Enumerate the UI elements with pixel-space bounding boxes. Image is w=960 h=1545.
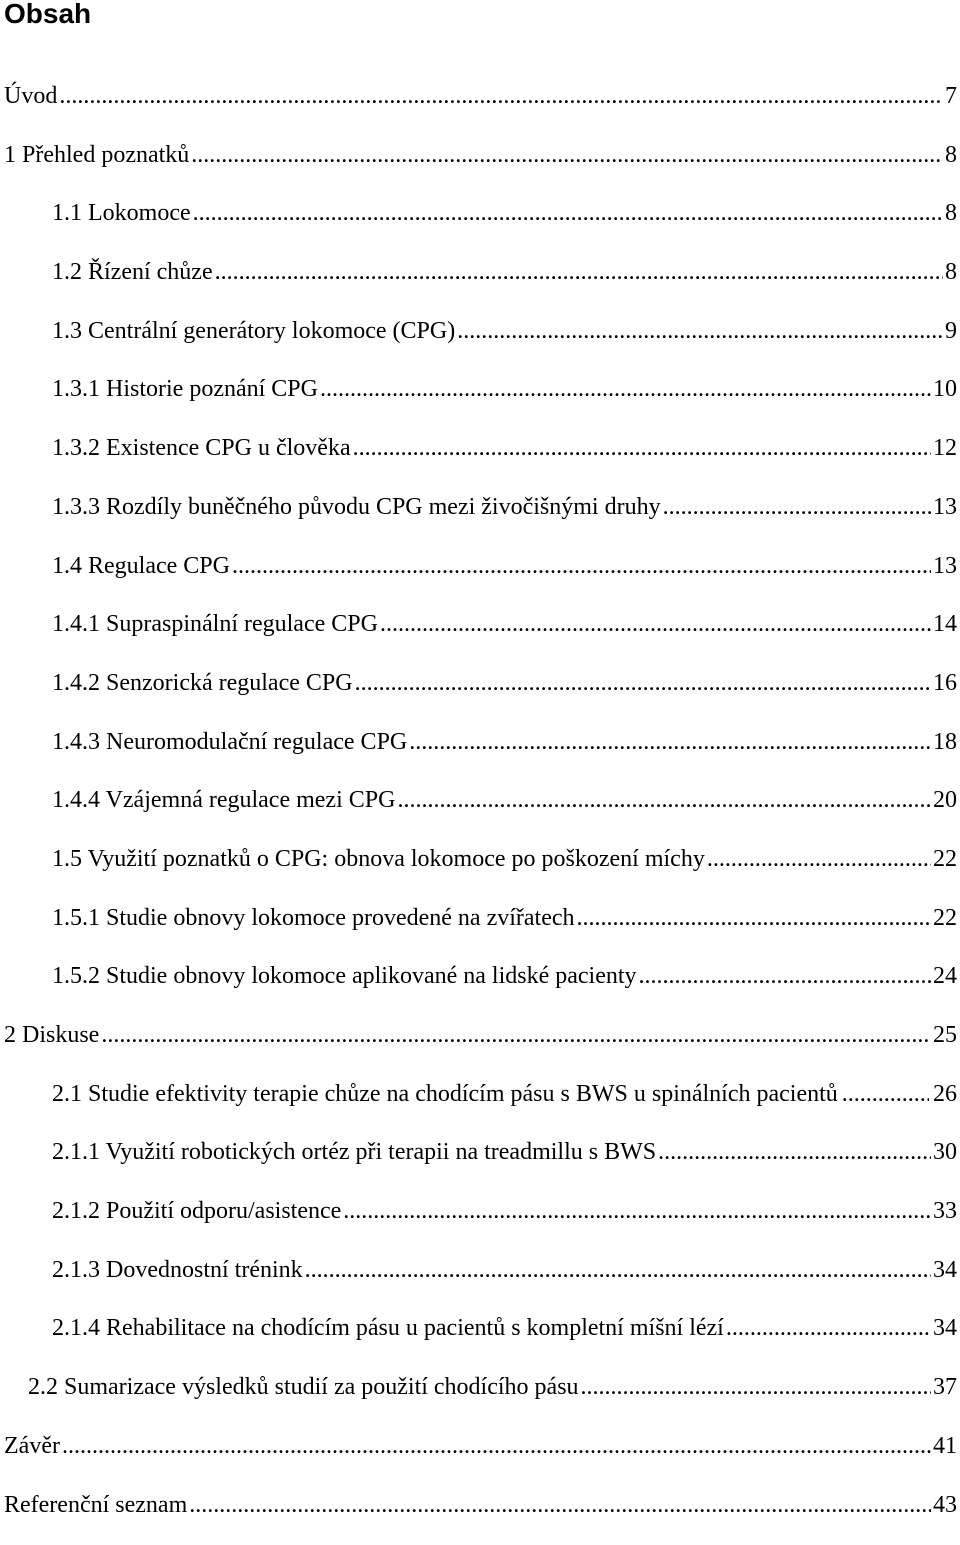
toc-entry-page: 8: [945, 254, 960, 290]
toc-entry-page: 41: [933, 1428, 960, 1464]
toc-entry-label: 1.4.1 Supraspinální regulace CPG: [52, 606, 378, 642]
dot-leader: [397, 782, 931, 818]
toc-entry-page: 9: [945, 313, 960, 349]
toc-entry-page: 20: [933, 782, 960, 818]
toc-entry-page: 10: [933, 371, 960, 407]
toc-entry-1-5-2[interactable]: [0, 958, 960, 1017]
toc-entry-1-3-2[interactable]: [0, 430, 960, 489]
dot-leader: [457, 313, 943, 349]
toc-entry-page: 34: [933, 1252, 960, 1288]
toc-entry-page: 18: [933, 724, 960, 760]
toc-entry-1-2[interactable]: [0, 254, 960, 313]
dot-leader: [215, 254, 943, 290]
toc-entry-2-1-2[interactable]: [0, 1193, 960, 1252]
toc-entry-1-4-4[interactable]: [0, 782, 960, 841]
toc-entry-label: 1.5.1 Studie obnovy lokomoce provedené na zvířatech: [52, 900, 575, 936]
dot-leader: [577, 900, 931, 936]
dot-leader: [320, 371, 931, 407]
toc-entry-1-3-3[interactable]: [0, 489, 960, 548]
toc-entry-2-1-3[interactable]: [0, 1252, 960, 1311]
toc-entry-label: 2.1.3 Dovednostní trénink: [52, 1252, 303, 1288]
dot-leader: [62, 1428, 931, 1464]
toc-entry-label: Úvod: [4, 78, 57, 114]
toc-entry-label: 2.1.4 Rehabilitace na chodícím pásu u pacientů s kompletní míšní lézí: [52, 1310, 724, 1346]
toc-entry-page: 26: [933, 1076, 960, 1112]
toc-entry-page: 7: [945, 78, 960, 114]
dot-leader: [726, 1310, 931, 1346]
toc-entry-label: 1.4.3 Neuromodulační regulace CPG: [52, 724, 407, 760]
dot-leader: [305, 1252, 931, 1288]
toc-entry-label: 1.3.1 Historie poznání CPG: [52, 371, 318, 407]
dot-leader: [232, 548, 931, 584]
dot-leader: [663, 489, 931, 525]
dot-leader: [380, 606, 931, 642]
dot-leader: [409, 724, 931, 760]
toc-entry-label: 1.3.2 Existence CPG u člověka: [52, 430, 351, 466]
toc-entry-uvod[interactable]: [0, 78, 960, 137]
toc-entry-referencni-seznam[interactable]: [0, 1487, 960, 1545]
toc-entry-page: 13: [933, 489, 960, 525]
toc-entry-label: 1.4.4 Vzájemná regulace mezi CPG: [52, 782, 395, 818]
toc-entry-label: 1.1 Lokomoce: [52, 195, 191, 231]
dot-leader: [193, 195, 943, 231]
dot-leader: [658, 1134, 931, 1170]
dot-leader: [191, 137, 943, 173]
toc-entry-2-1-4[interactable]: [0, 1310, 960, 1369]
toc-entry-page: 34: [933, 1310, 960, 1346]
dot-leader: [101, 1017, 931, 1053]
toc-entry-1-4-1[interactable]: [0, 606, 960, 665]
toc-entry-page: 22: [933, 841, 960, 877]
toc-entry-label: 2.1.1 Využití robotických ortéz při terapii na treadmillu s BWS: [52, 1134, 656, 1170]
toc-entry-label: Referenční seznam: [4, 1487, 187, 1523]
toc-entry-1-1[interactable]: [0, 195, 960, 254]
toc-entry-page: 25: [933, 1017, 960, 1053]
dot-leader: [842, 1076, 929, 1112]
dot-leader: [639, 958, 931, 994]
toc-entry-page: 30: [933, 1134, 960, 1170]
toc-entry-2-2[interactable]: [0, 1369, 960, 1428]
dot-leader: [581, 1369, 931, 1405]
toc-entry-label: 1.4 Regulace CPG: [52, 548, 230, 584]
dot-leader: [343, 1193, 931, 1229]
toc-entry-label: Závěr: [4, 1428, 60, 1464]
toc-entry-1-3[interactable]: [0, 313, 960, 372]
toc-entry-page: 8: [945, 137, 960, 173]
toc-entry-page: 13: [933, 548, 960, 584]
toc-entry-2-1-1[interactable]: [0, 1134, 960, 1193]
toc-entry-1[interactable]: [0, 137, 960, 196]
toc-entry-1-5-1[interactable]: [0, 900, 960, 959]
toc-entry-label: 1.4.2 Senzorická regulace CPG: [52, 665, 353, 701]
toc-entry-label: 2.1 Studie efektivity terapie chůze na chodícím pásu s BWS u spinálních pacientů: [52, 1076, 838, 1112]
toc-entry-label: 2.2 Sumarizace výsledků studií za použití chodícího pásu: [28, 1369, 579, 1405]
toc-entry-1-5[interactable]: [0, 841, 960, 900]
toc-entry-page: 24: [933, 958, 960, 994]
toc-entry-2-1[interactable]: [0, 1076, 960, 1135]
page-title: Obsah: [4, 0, 91, 32]
toc-entry-page: 12: [933, 430, 960, 466]
toc-entry-page: 14: [933, 606, 960, 642]
toc-entry-1-3-1[interactable]: [0, 371, 960, 430]
toc-entry-page: 16: [933, 665, 960, 701]
toc-entry-1-4-2[interactable]: [0, 665, 960, 724]
dot-leader: [59, 78, 943, 114]
dot-leader: [189, 1487, 931, 1523]
toc-entry-label: 1.5.2 Studie obnovy lokomoce aplikované na lidské pacienty: [52, 958, 637, 994]
toc-entry-label: 1.3.3 Rozdíly buněčného původu CPG mezi živočišnými druhy: [52, 489, 661, 525]
toc-entry-page: 22: [933, 900, 960, 936]
dot-leader: [353, 430, 931, 466]
toc-entry-label: 2 Diskuse: [4, 1017, 99, 1053]
toc-entry-label: 1.2 Řízení chůze: [52, 254, 213, 290]
toc-entry-label: 2.1.2 Použití odporu/asistence: [52, 1193, 341, 1229]
toc-entry-page: 37: [933, 1369, 960, 1405]
toc-entry-1-4[interactable]: [0, 548, 960, 607]
toc-entry-page: 43: [933, 1487, 960, 1523]
toc-entry-label: 1.3 Centrální generátory lokomoce (CPG): [52, 313, 455, 349]
toc-entry-page: 33: [933, 1193, 960, 1229]
dot-leader: [355, 665, 931, 701]
toc-entry-zaver[interactable]: [0, 1428, 960, 1487]
toc-entry-label: 1.5 Využití poznatků o CPG: obnova lokomoce po poškození míchy: [52, 841, 705, 877]
toc-entry-2[interactable]: [0, 1017, 960, 1076]
toc-entry-label: 1 Přehled poznatků: [4, 137, 189, 173]
toc-entry-1-4-3[interactable]: [0, 724, 960, 783]
dot-leader: [707, 841, 931, 877]
toc-entry-page: 8: [945, 195, 960, 231]
table-of-contents: [0, 78, 960, 1545]
